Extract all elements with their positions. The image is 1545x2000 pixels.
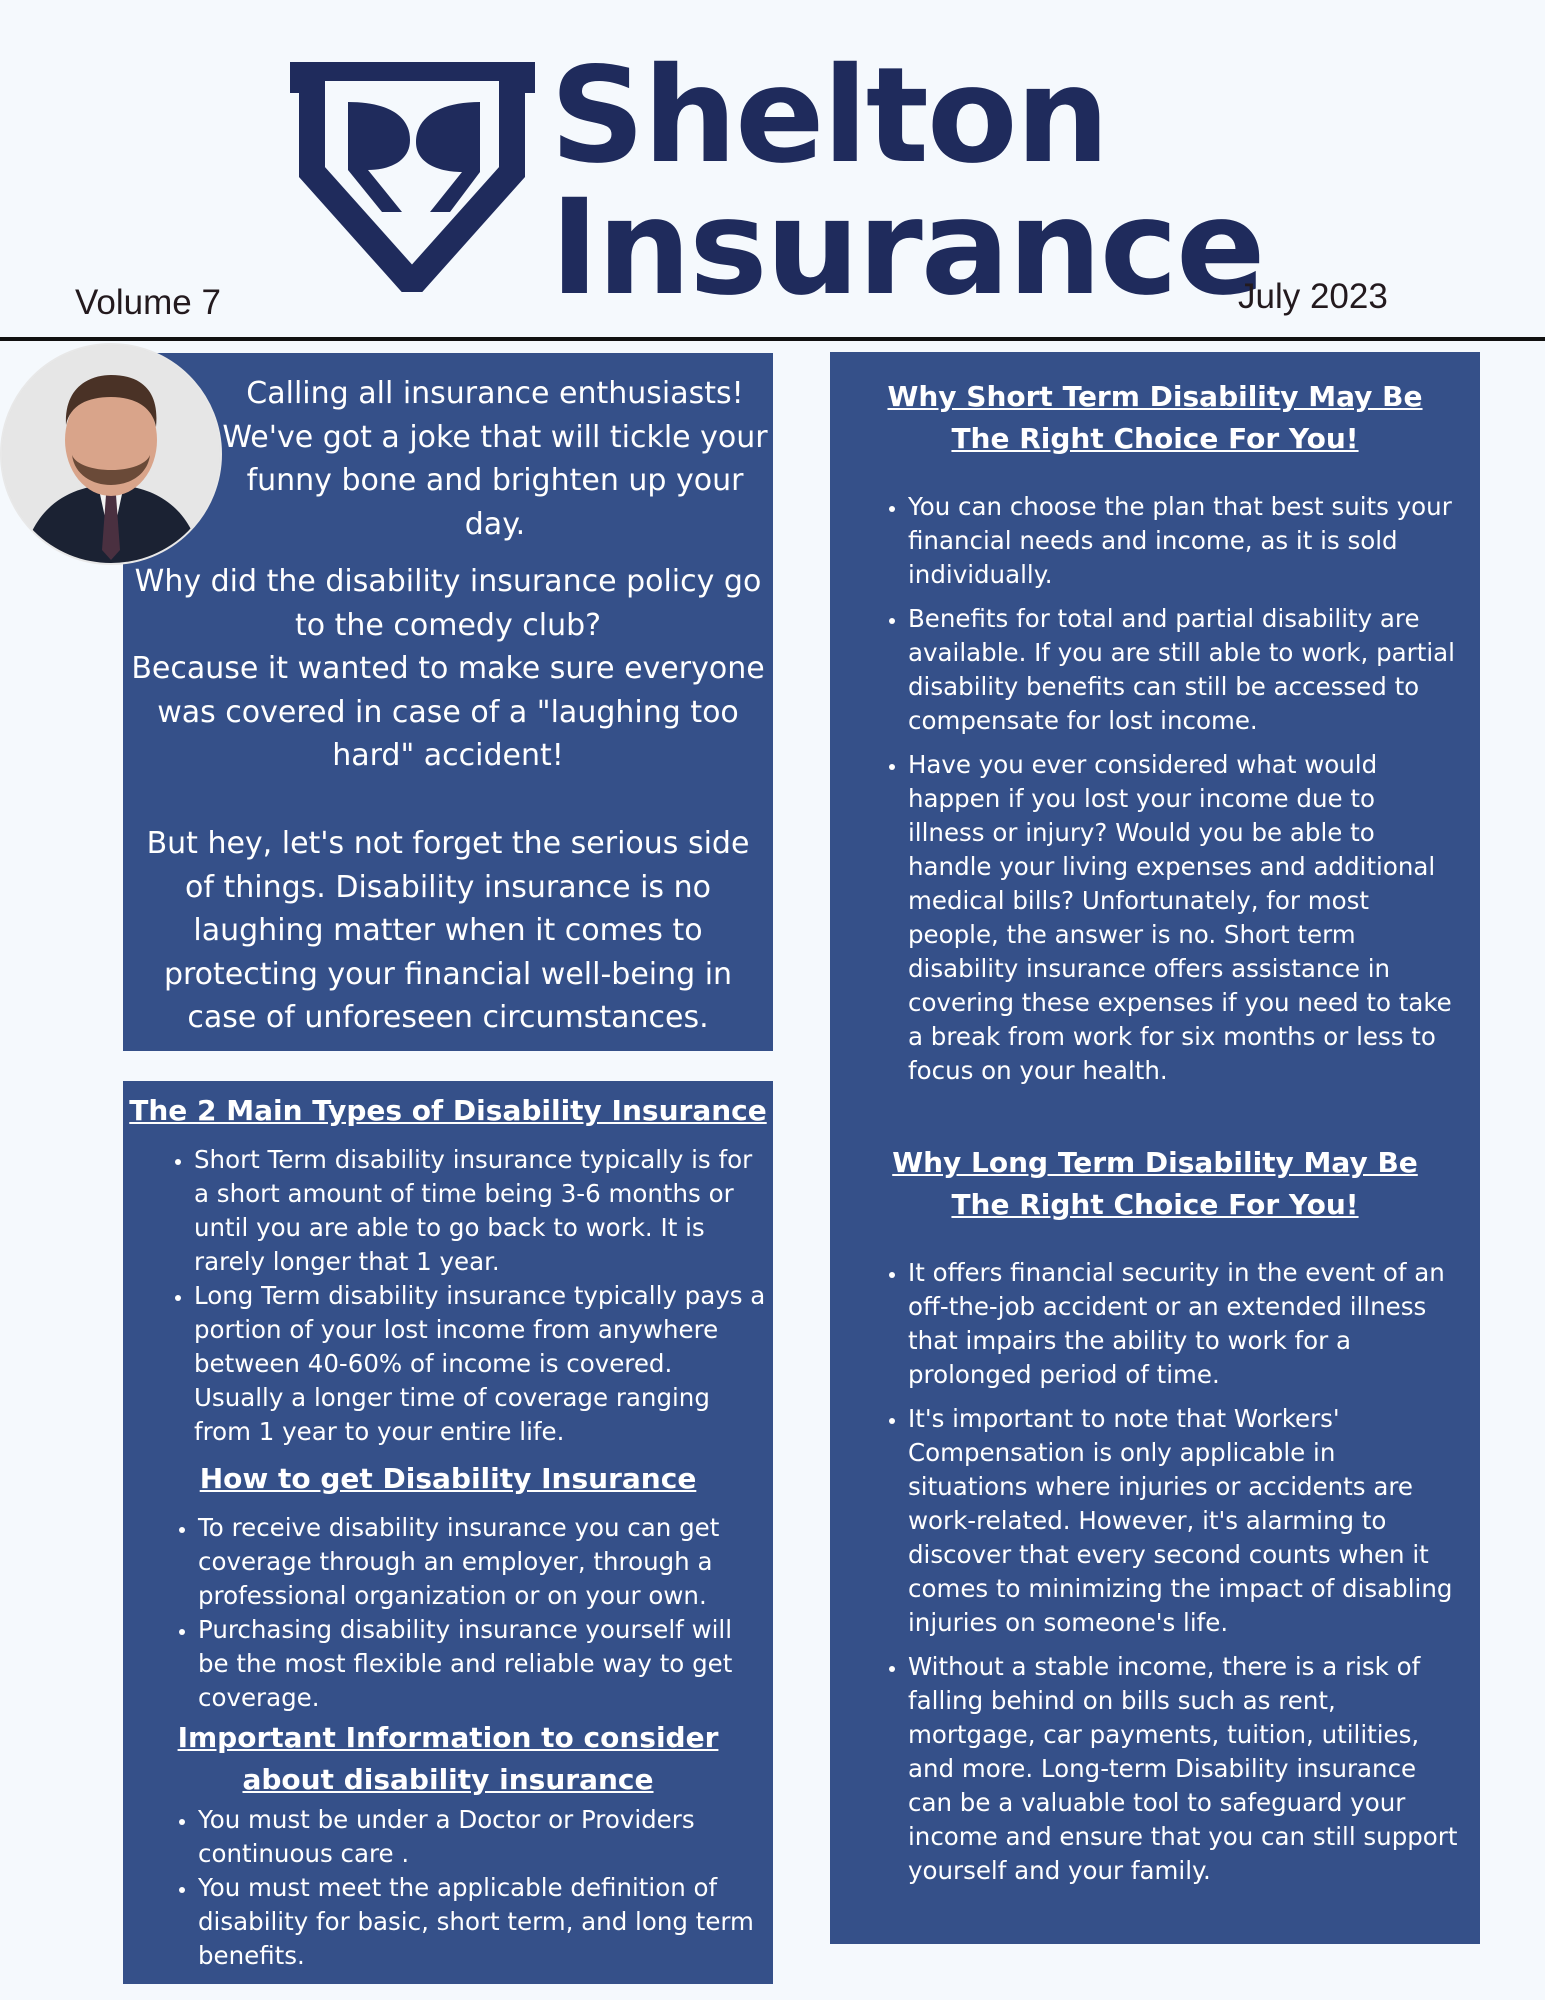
types-section bbox=[123, 1090, 773, 1132]
list-item: • Benefits for total and partial disability are available. If you are still able to work, partial disability benefits can still be accessed to compensate for lost income. bbox=[908, 602, 1456, 738]
list-item: • It's important to note that Workers' Compensation is only applicable in situations where injuries or accidents are work-related. However, it's alarming to discover that every second counts when it comes to minimizing the impact of disabling injuries on someone's life. bbox=[908, 1402, 1460, 1640]
short-term-list bbox=[872, 490, 1456, 1088]
list-item: • It offers financial security in the event of an off-the-job accident or an extended illness that impairs the ability to work for a prolonged period of time. bbox=[908, 1256, 1460, 1392]
list-item: • Purchasing disability insurance yourself will be the most flexible and reliable way to get coverage. bbox=[198, 1613, 768, 1715]
short-term-section bbox=[880, 376, 1430, 460]
list-item: • Without a stable income, there is a risk of falling behind on bills such as rent, mortgage, car payments, tuition, utilities, and more. Long-term Disability insurance can be a valuable tool to safeguard your income and ensure that you can still support yourself and your family. bbox=[908, 1650, 1460, 1888]
howto-section bbox=[123, 1458, 773, 1500]
important-section bbox=[135, 1717, 761, 1801]
issue-date: July 2023 bbox=[1238, 277, 1388, 316]
long-term-list bbox=[872, 1256, 1460, 1888]
important-list bbox=[162, 1803, 788, 1973]
long-term-heading: Why Long Term Disability May Be The Right Choice For You! bbox=[892, 1146, 1418, 1221]
list-item: • Long Term disability insurance typically pays a portion of your lost income from anywhere between 40-60% of income is covered. Usually a longer time of coverage ranging from 1 year to your entire life. bbox=[194, 1279, 766, 1449]
long-term-section bbox=[880, 1142, 1430, 1226]
list-item: • Have you ever considered what would happen if you lost your income due to illness or injury? Would you be able to handle your living expenses and additional medical bills? Unfortunately, for most people, the answer is no. Short term disability insurance offers assistance in covering these expenses if you need to take a break from work for six months or less to focus on your health. bbox=[908, 748, 1456, 1088]
brand-name bbox=[550, 39, 1264, 325]
list-item: • To receive disability insurance you can get coverage through an employer, through a professional organization or on your own. bbox=[198, 1511, 768, 1613]
person-photo-icon bbox=[2, 345, 220, 563]
volume-label: Volume 7 bbox=[75, 283, 221, 322]
intro-closing: But hey, let's not forget the serious side of things. Disability insurance is no laughing matter when it comes to protecting your financial well-being in case of unforeseen circumstances. bbox=[146, 826, 750, 1035]
important-heading: Important Information to consider about disability insurance bbox=[177, 1721, 719, 1796]
list-item: • You must be under a Doctor or Providers continuous care . bbox=[198, 1803, 788, 1871]
list-item: • You can choose the plan that best suits your financial needs and income, as it is sold individually. bbox=[908, 490, 1456, 592]
list-item: • You must meet the applicable definition of disability for basic, short term, and long term benefits. bbox=[198, 1871, 788, 1973]
author-photo bbox=[0, 343, 222, 565]
howto-heading: How to get Disability Insurance bbox=[199, 1462, 697, 1495]
header-divider bbox=[0, 337, 1545, 341]
joke-answer: Because it wanted to make sure everyone was covered in case of a "laughing too hard" accident! bbox=[131, 651, 765, 773]
types-list bbox=[158, 1143, 766, 1449]
joke-question: Why did the disability insurance policy go to the comedy club? bbox=[134, 564, 762, 643]
howto-list bbox=[162, 1511, 768, 1715]
short-term-heading: Why Short Term Disability May Be The Right Choice For You! bbox=[887, 380, 1423, 455]
intro-paragraph: Calling all insurance enthusiasts! We've got a joke that will tickle your funny bone and brighten up your day. bbox=[222, 376, 768, 542]
shield-logo-icon bbox=[290, 62, 535, 292]
list-item: • Short Term disability insurance typically is for a short amount of time being 3-6 months or until you are able to go back to work. It is rarely longer that 1 year. bbox=[194, 1143, 766, 1279]
brand-line-2: Insurance bbox=[550, 171, 1264, 325]
brand-line-1: Shelton bbox=[550, 39, 1108, 193]
types-heading: The 2 Main Types of Disability Insurance bbox=[129, 1094, 767, 1127]
